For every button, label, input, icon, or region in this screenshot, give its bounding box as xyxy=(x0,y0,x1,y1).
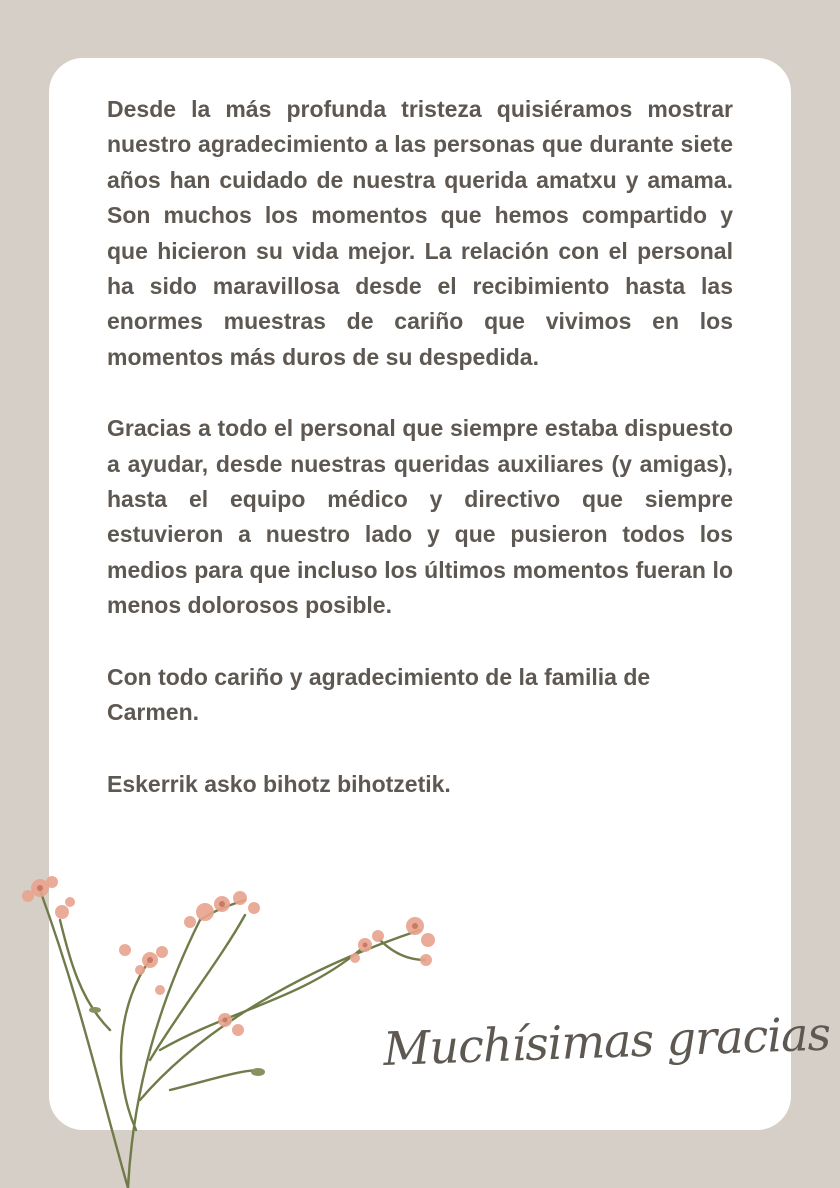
signature-text: Muchísimas gracias xyxy=(382,1006,831,1076)
paragraph-2: Gracias a todo el personal que siempre estaba dispuesto a ayudar, desde nuestras queridas auxiliares (y amigas), hasta el equipo médico y directivo que siempre estuvieron a nuestro lado y que pusieron todos los medios para que incluso los últimos momentos fueran lo menos dolorosos posible. xyxy=(107,415,733,619)
paragraph-1: Desde la más profunda tristeza quisiéramos mostrar nuestro agradecimiento a las personas que durante siete años han cuidado de nuestra querida amatxu y amama. Son muchos los momentos que hemos compartido y que hicieron su vida mejor. La relación con el personal ha sido maravillosa desde el recibimiento hasta las enormes muestras de cariño que vivimos en los momentos más duros de su despedida. xyxy=(107,96,733,370)
letter-body xyxy=(107,92,733,802)
paragraph-3: Con todo cariño y agradecimiento de la familia de Carmen. xyxy=(107,663,651,726)
paragraph-4: Eskerrik asko bihotz bihotzetik. xyxy=(107,770,451,797)
